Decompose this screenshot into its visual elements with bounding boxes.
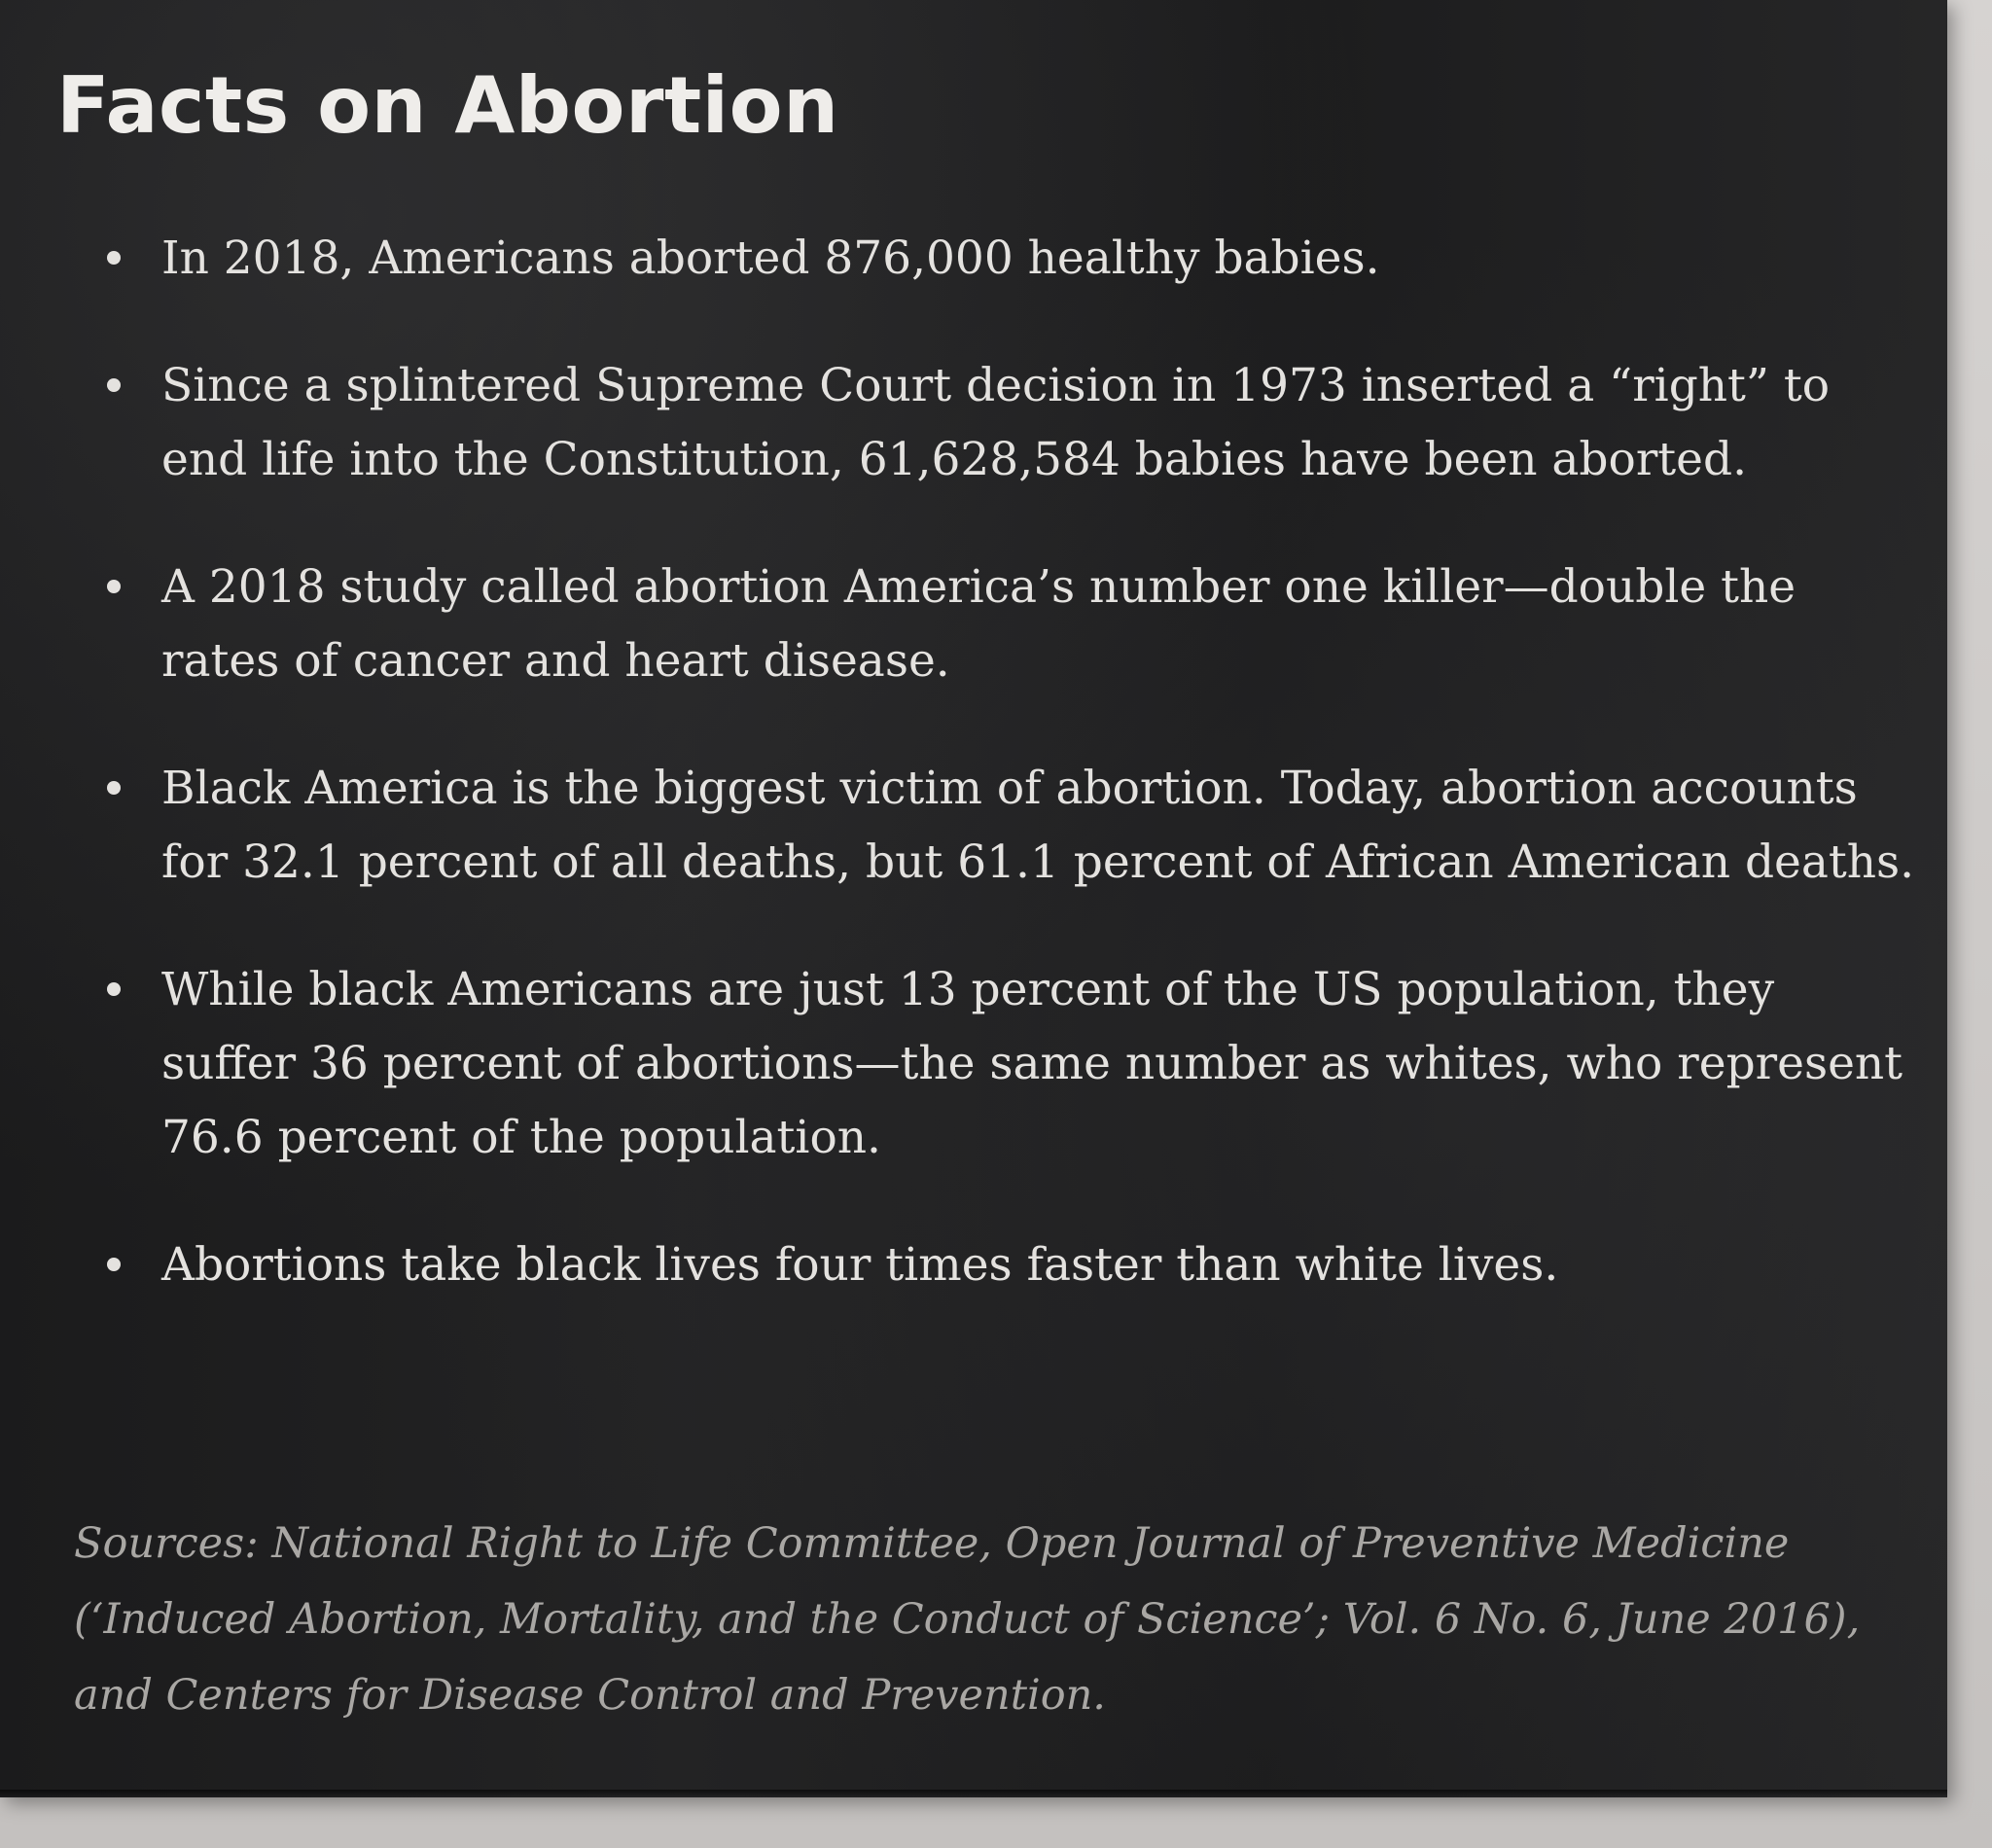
bullet-icon bbox=[107, 378, 121, 392]
fact-item-2 bbox=[107, 349, 1916, 497]
fact-text: In 2018, Americans aborted 876,000 healthy babies. bbox=[161, 231, 1380, 285]
bullet-icon bbox=[107, 1258, 121, 1271]
fact-text: Since a splintered Supreme Court decision in 1973 inserted a “right” to end life into the Constitution, 61,628,584 babies have been aborted. bbox=[161, 359, 1831, 486]
fact-text: A 2018 study called abortion America’s number one killer—double the rates of cancer and heart disease. bbox=[161, 560, 1796, 688]
panel-bottom-edge bbox=[0, 1790, 1947, 1797]
fact-text: While black Americans are just 13 percent of the US population, they suffer 36 percent of abortions—the same number as whites, who represent 76.6 percent of the population. bbox=[161, 963, 1903, 1164]
page-title: Facts on Abortion bbox=[56, 60, 839, 151]
bullet-icon bbox=[107, 251, 121, 265]
fact-item-3 bbox=[107, 551, 1916, 698]
fact-item-4 bbox=[107, 752, 1916, 900]
fact-text: Abortions take black lives four times faster than white lives. bbox=[161, 1238, 1559, 1292]
bullet-icon bbox=[107, 982, 121, 996]
fact-item-1 bbox=[107, 222, 1916, 296]
fact-item-6 bbox=[107, 1228, 1916, 1302]
fact-item-5 bbox=[107, 953, 1916, 1175]
fact-text: Black America is the biggest victim of abortion. Today, abortion accounts for 32.1 percent of all deaths, but 61.1 percent of African American deaths. bbox=[161, 762, 1915, 889]
facts-list bbox=[107, 222, 1916, 1356]
sources-note: Sources: National Right to Life Committee, Open Journal of Preventive Medicine (‘Induced Abortion, Mortality, and the Conduct of Science’; Vol. 6 No. 6, June 2016), and Centers for Disease Control and Prevention. bbox=[74, 1519, 1861, 1720]
bullet-icon bbox=[107, 580, 121, 593]
bullet-icon bbox=[107, 781, 121, 795]
